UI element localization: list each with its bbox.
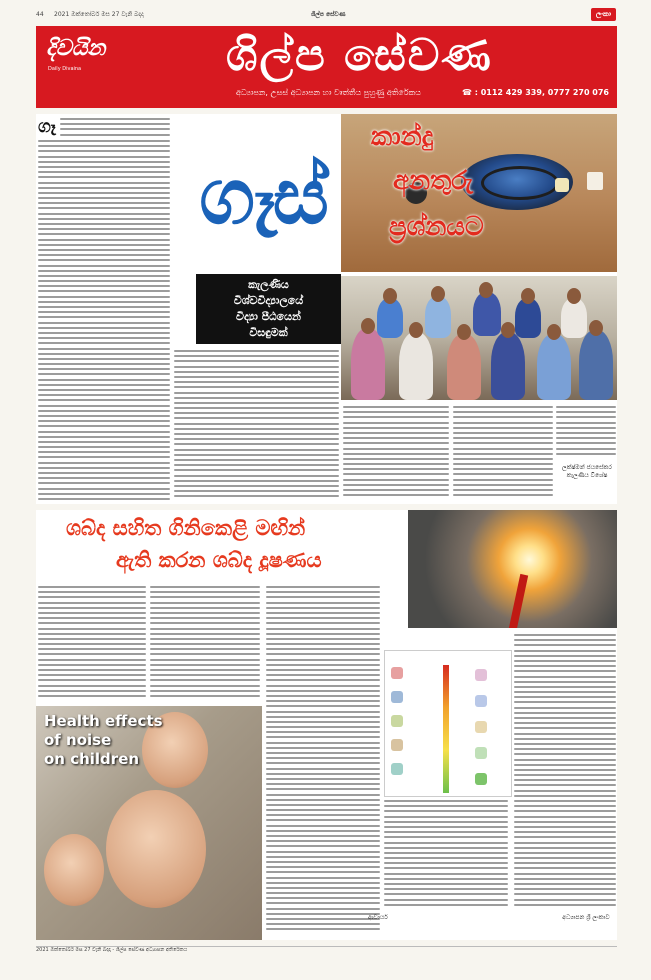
article-text-lead: [60, 118, 170, 138]
person-head: [409, 322, 423, 338]
person: [491, 332, 525, 400]
brand-sub: Daily Divaina: [48, 66, 82, 72]
headline-line-3: ප්‍රශ්නයට: [389, 212, 484, 242]
brand-logo: [46, 36, 138, 76]
person: [515, 298, 541, 338]
person-head: [547, 324, 561, 340]
contact-phone: ☎ : 0112 429 339, 0777 270 076: [461, 88, 609, 97]
author-signature: ආචාර්ය: [368, 914, 388, 921]
article-text-col1: [38, 140, 170, 500]
kicker-line-2: විශ්වවිද්‍යාලයේ: [233, 294, 304, 307]
gas-leak-story: [36, 114, 617, 504]
page-footer: [36, 946, 617, 967]
page-number: 44: [36, 11, 44, 18]
headline-line-2: ඇති කරන ශබ්ද දූෂණය: [116, 548, 322, 572]
person-head: [431, 286, 445, 302]
decibel-scale: [443, 665, 449, 793]
fireworks-photo: [408, 510, 617, 628]
cracker-streak: [506, 574, 528, 628]
children-noise-photo: [36, 706, 262, 940]
noise-source-icon: [475, 695, 487, 707]
person-head: [383, 288, 397, 304]
person-head: [479, 282, 493, 298]
noise-source-icon: [391, 739, 403, 751]
author-credit: අධ්‍යාපන ශ්‍රී ලංකාව: [562, 914, 610, 921]
article-text-col3: [266, 586, 380, 938]
person: [377, 298, 403, 338]
kicker-box: [196, 274, 341, 344]
headline-line-1: කාන්දු: [371, 122, 434, 152]
sensor-box: [555, 178, 569, 192]
research-team-photo: [341, 276, 617, 400]
drop-cap: ගෑ: [38, 116, 56, 137]
issue-date: 2021 ඔක්තෝබර් මස 27 වැනි බදාදා: [54, 11, 144, 18]
byline-role: කැලණිය විශේෂ: [566, 472, 608, 479]
person-head: [567, 288, 581, 304]
person: [399, 332, 433, 400]
child-face: [106, 790, 206, 908]
noise-source-icon: [475, 669, 487, 681]
noise-source-icon: [391, 691, 403, 703]
kicker-line-1: කැලණිය: [248, 278, 289, 291]
byline-name: ලක්ෂ්මන් ජයසේකර: [562, 464, 612, 471]
article-text-col4: [453, 406, 553, 500]
section-label: ශිල්ප සේවණ: [311, 11, 346, 18]
top-bar: [36, 8, 616, 22]
article-text-col3: [343, 406, 449, 500]
noise-source-icon: [391, 667, 403, 679]
paper-logo: ලංකා: [591, 8, 616, 21]
child-face: [44, 834, 104, 906]
headline-line-2: අනතුරු: [393, 166, 473, 196]
footer-text: 2021 ඔක්තෝබර් මස 27 වැනි බදාදා - ශිල්ප සේවණ අධ්‍යාපන අතිරේකය: [36, 947, 188, 953]
noise-pollution-story: [36, 510, 617, 940]
person: [351, 328, 385, 400]
person: [473, 292, 501, 336]
noise-level-infographic: [384, 650, 512, 797]
noise-source-icon: [475, 721, 487, 733]
gas-stove-photo: [341, 114, 617, 272]
person-head: [457, 324, 471, 340]
article-text-col1: [38, 586, 146, 702]
person: [561, 298, 587, 338]
person: [537, 334, 571, 400]
kicker-line-4: විසඳුමක්: [249, 326, 288, 339]
person-head: [521, 288, 535, 304]
person: [425, 296, 451, 338]
photo-caption-title: Health effects of noise on children: [44, 712, 163, 768]
headline-line-1: ශබ්ද සහිත ගිනිකෙළි මඟින්: [66, 516, 306, 540]
burner-ring: [481, 166, 559, 200]
person-head: [589, 320, 603, 336]
article-text-col5: [514, 634, 616, 912]
person: [579, 330, 613, 400]
brand-name: දිවයින: [46, 36, 106, 61]
article-text-col2: [174, 350, 339, 500]
article-text-col5: [556, 406, 616, 460]
article-text-col2: [150, 586, 260, 702]
article-text-col4: [384, 800, 508, 910]
supplement-subtitle: අධ්‍යාපන, උසස් අධ්‍යාපන හා වෘත්තීය පුහුණු අතිරේකය: [236, 88, 421, 97]
person: [447, 334, 481, 400]
byline: [559, 464, 615, 480]
kicker-line-3: විද්‍යා පීඨයෙන්: [236, 310, 301, 323]
noise-source-icon: [391, 763, 403, 775]
person-head: [501, 322, 515, 338]
masthead: [36, 26, 617, 108]
big-headline: ගෑස්: [199, 152, 325, 242]
noise-source-icon: [475, 773, 487, 785]
person-head: [361, 318, 375, 334]
article-text-gap: [174, 276, 194, 346]
cup: [587, 172, 603, 190]
supplement-title: ශිල්ප සේවණ: [226, 30, 493, 81]
noise-source-icon: [475, 747, 487, 759]
noise-source-icon: [391, 715, 403, 727]
